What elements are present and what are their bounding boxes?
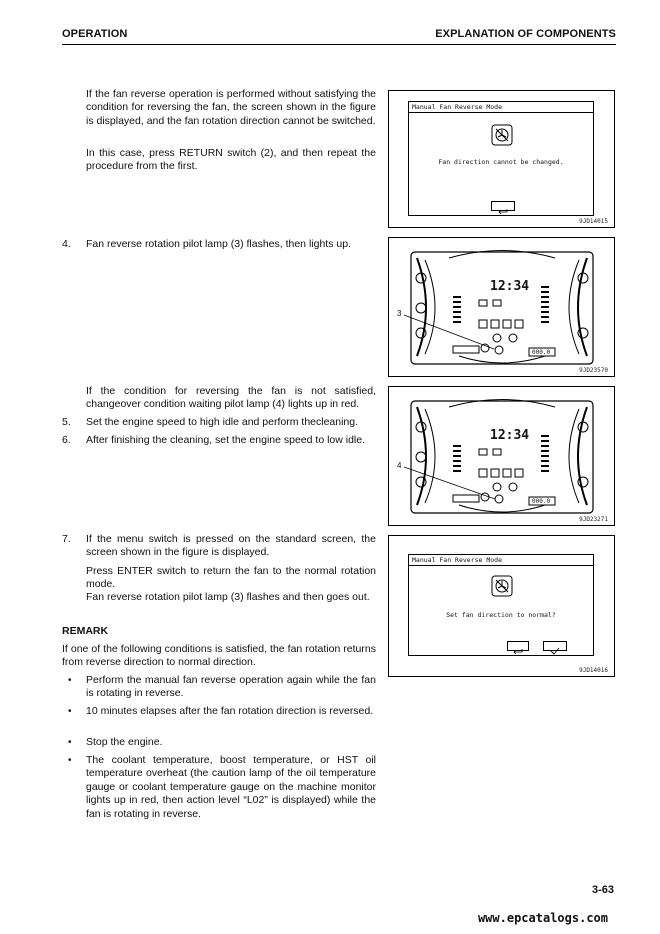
enter-button[interactable] (543, 641, 567, 651)
return-icon (492, 207, 514, 215)
screen-message: Set fan direction to normal? (446, 611, 556, 619)
para-reverse-fail: If the fan reverse operation is performed without satisfying the condition for reversing the fan, the screen shown in the figure is displayed, and the fan rotation direction cannot be switched. (86, 88, 376, 127)
figure-monitor-callout-3 (388, 237, 615, 377)
screen-message: Fan direction cannot be changed. (438, 158, 564, 166)
figure-code: 9JD14015 (579, 218, 608, 225)
figure-monitor-callout-4 (388, 386, 615, 526)
remark-bullet-4: The coolant temperature, boost temperature, or HST oil temperature overheat (the caution lamp of the oil temperature gauge or coolant temperature gauge on the machine monitor lights up in red, then action level “L02” is displayed) while the fan is rotating in reverse. (86, 754, 376, 820)
step-6-text: After finishing the cleaning, set the engine speed to low idle. (86, 434, 366, 446)
para-flashes: Fan reverse rotation pilot lamp (3) flashes and then goes out. (86, 591, 370, 603)
bullet-mark: • (68, 737, 72, 748)
machine-monitor-diagram (389, 238, 614, 376)
step-4-number: 4. (62, 238, 71, 250)
step-4-text: Fan reverse rotation pilot lamp (3) flashes, then lights up. (86, 238, 351, 250)
bullet-mark: • (68, 755, 72, 766)
para-condition: If the condition for reversing the fan is not satisfied, changeover condition waiting pilot lamp (4) lights up in red. (86, 385, 376, 411)
step-7-text: If the menu switch is pressed on the standard screen, the screen shown in the figure is displayed. (86, 533, 376, 559)
fan-prohibited-icon (491, 124, 513, 146)
running-header-left: OPERATION (62, 28, 128, 40)
para-enter: Press ENTER switch to return the fan to the normal rotation mode. (86, 565, 376, 591)
para-press-return: In this case, press RETURN switch (2), and then repeat the procedure from the first. (86, 147, 376, 173)
machine-monitor-diagram (389, 387, 614, 525)
step-5-text: Set the engine speed to high idle and perform thecleaning. (86, 416, 359, 428)
step-5-number: 5. (62, 416, 71, 428)
watermark-url[interactable]: www.epcatalogs.com (477, 911, 608, 925)
remark-intro: If one of the following conditions is satisfied, the fan rotation returns from reverse direction to normal direction. (62, 643, 376, 669)
remark-bullet-2: 10 minutes elapses after the fan rotation direction is reversed. (86, 705, 374, 717)
clock-display: 12:34 (490, 428, 530, 443)
remark-bullet-1: Perform the manual fan reverse operation again while the fan is rotating in reverse. (86, 674, 376, 700)
step-7-number: 7. (62, 533, 71, 545)
fan-prohibited-icon (491, 575, 513, 597)
monitor-screen (408, 101, 594, 216)
checkmark-icon (544, 647, 566, 655)
return-icon (508, 647, 528, 655)
header-rule (62, 44, 616, 45)
odometer-display: 000.0 (532, 498, 551, 505)
clock-display: 12:34 (490, 279, 530, 294)
figure-set-fan-normal (388, 535, 615, 677)
running-header-right: EXPLANATION OF COMPONENTS (435, 28, 616, 40)
page-number: 3-63 (591, 884, 614, 896)
remark-bullet-3: Stop the engine. (86, 736, 163, 748)
step-6-number: 6. (62, 434, 71, 446)
bullet-mark: • (68, 706, 72, 717)
screen-title: Manual Fan Reverse Mode (409, 102, 593, 113)
figure-code: 9JD23271 (579, 516, 608, 523)
figure-code: 9JD14016 (579, 667, 608, 674)
callout-label: 4 (397, 461, 402, 470)
screen-title: Manual Fan Reverse Mode (409, 555, 593, 566)
figure-code: 9JD23570 (579, 367, 608, 374)
return-button[interactable] (491, 201, 515, 211)
return-button[interactable] (507, 641, 529, 651)
callout-label: 3 (397, 309, 402, 318)
monitor-screen (408, 554, 594, 656)
bullet-mark: • (68, 675, 72, 686)
odometer-display: 000.0 (532, 349, 551, 356)
remark-heading: REMARK (62, 625, 109, 637)
figure-fan-cannot-change (388, 90, 615, 228)
